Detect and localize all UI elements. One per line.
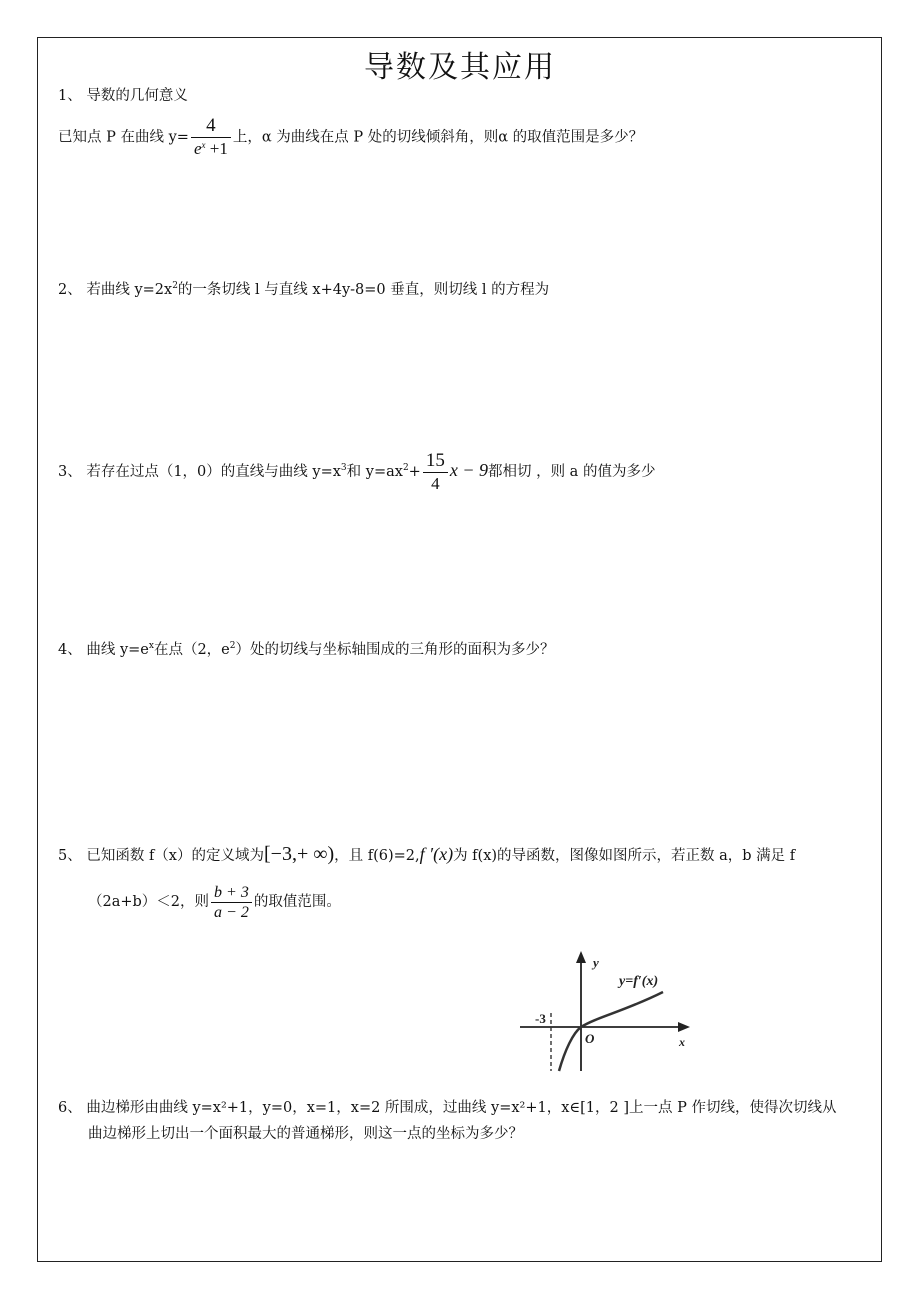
q1-pre: 已知点 P 在曲线 y= xyxy=(58,129,189,146)
q6-line1: 6、 曲边梯形由曲线 y=x²+1，y=0，x=1，x=2 所围成，过曲线 y=x²+1，x∈[1，2 ]上一点 P 作切线，使得次切线从 xyxy=(58,1100,837,1116)
q4-text: 4、 曲线 $y=e^x$在点（2，$e^2$）处的切线与坐标轴围成的三角形的面积为多少？ xyxy=(58,641,555,658)
x-axis-label: x xyxy=(679,1035,685,1049)
q1-text xyxy=(58,115,643,160)
y-axis-label: y xyxy=(593,955,599,970)
origin-label: O xyxy=(585,1031,595,1046)
curve-label: y=f′(x) xyxy=(619,974,659,989)
q3-fraction: $\frac{15}{4}$ xyxy=(423,450,448,495)
y-axis-arrow xyxy=(576,951,586,963)
q1-heading: 1、 导数的几何意义 xyxy=(58,88,188,104)
q5-domain: [−3,+ ∞) xyxy=(264,843,335,865)
q1-fraction xyxy=(191,115,231,160)
q5-fraction: $\frac{b + 3}{a - 2}$ xyxy=(211,883,252,922)
derivative-graph xyxy=(515,945,695,1075)
q1-frac-den: $e^x +1$ xyxy=(191,137,231,160)
q6-line2: 曲边梯形上切出一个面积最大的普通梯形，则这一点的坐标为多少？ xyxy=(88,1126,523,1142)
q5-fprime: f ′(x) xyxy=(419,844,454,864)
curve-f-prime xyxy=(559,992,663,1071)
q3-tail-math: x − 9 xyxy=(449,460,488,480)
x-axis-arrow xyxy=(678,1022,690,1032)
q3-text: 3、 若存在过点（1，0）的直线与曲线 $y=x^3$和 $y=ax^2+$ $\frac{15}{4}$ x − 9都相切 ，则 a 的值为多少 xyxy=(58,449,656,493)
q1-post: 上，α 为曲线在点 P 处的切线倾斜角，则α 的取值范围是多少？ xyxy=(232,129,644,146)
tick-label: -3 xyxy=(535,1011,546,1026)
q1-frac-num: 4 xyxy=(206,115,216,136)
q5-line2: （2a+b）＜2，则 $\frac{b + 3}{a - 2}$ 的取值范围。 xyxy=(88,883,341,921)
page-title: 导数及其应用 xyxy=(364,50,556,85)
q2-text: 2、 若曲线 $y=2x^2$的一条切线 l 与直线 x+4y-8=0 垂直，则切线 l 的方程为 xyxy=(58,281,550,298)
q5-line1: 5、 已知函数 f（x）的定义域为[−3,+ ∞)，且 f(6)=2,f ′(x)为 f(x)的导函数，图像如图所示，若正数 a，b 满足 f xyxy=(58,843,796,865)
